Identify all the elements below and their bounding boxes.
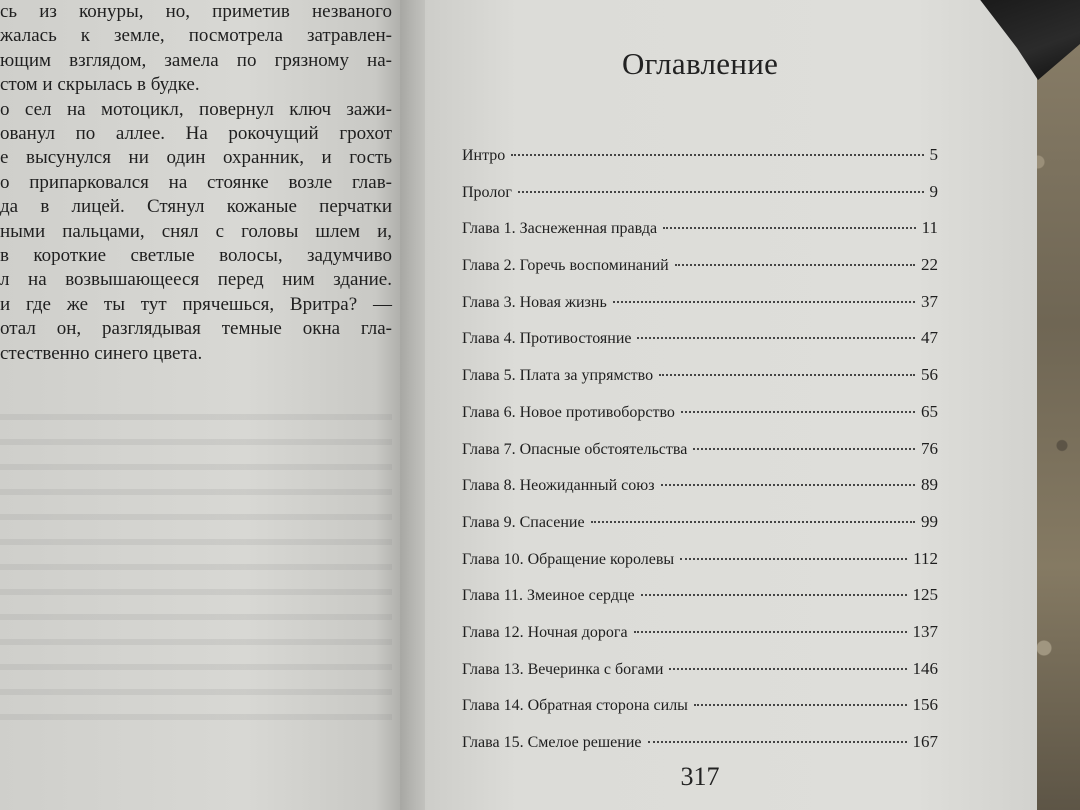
toc-entry-label: Глава 7. Опасные обстоятельства <box>462 440 688 458</box>
toc-entry <box>462 328 938 365</box>
dot-leader <box>648 741 907 743</box>
toc-entry <box>462 182 938 219</box>
dot-leader <box>637 337 915 339</box>
toc-entry-label: Глава 4. Противостояние <box>462 330 632 348</box>
dot-leader <box>634 631 907 633</box>
toc-entry <box>462 145 938 182</box>
toc-entry <box>462 585 938 622</box>
left-text-line: да в лицей. Стянул кожаные перчатки <box>0 196 392 218</box>
dot-leader <box>661 484 915 486</box>
toc-entry <box>462 218 938 255</box>
toc-entry-page: 9 <box>929 181 938 201</box>
dot-leader <box>518 191 924 193</box>
toc-entry <box>462 402 938 439</box>
left-text-line: отал он, разглядывая темные окна гла- <box>0 318 392 340</box>
left-page <box>0 0 408 810</box>
left-text-line: стом и скрылась в будке. <box>0 74 200 96</box>
left-text-line: и где же ты тут прячешься, Вритра? — <box>0 293 392 315</box>
toc-entry-page: 5 <box>929 145 938 164</box>
toc-entry-label: Глава 2. Горечь воспоминаний <box>462 257 669 275</box>
dot-leader <box>680 558 907 560</box>
toc-entry <box>462 512 938 549</box>
toc-entry-page: 11 <box>921 218 938 238</box>
left-text-line: в короткие светлые волосы, задумчиво <box>0 245 392 267</box>
toc-entry <box>462 292 938 329</box>
toc-entry-page: 89 <box>921 475 938 495</box>
left-text-line: ющим взглядом, замела по грязному на- <box>0 49 392 71</box>
toc-entry-label: Глава 10. Обращение королевы <box>462 550 675 568</box>
toc-entry-label: Глава 8. Неожиданный союз <box>462 477 655 495</box>
toc-entry-label: Глава 6. Новое противоборство <box>462 403 675 421</box>
dot-leader <box>681 411 915 413</box>
toc-entry-page: 137 <box>912 621 938 641</box>
dot-leader <box>694 704 907 706</box>
toc-entry-page: 156 <box>912 695 938 715</box>
toc-entry-label: Глава 5. Плата за упрямство <box>462 367 654 385</box>
toc-entry-label: Глава 15. Смелое решение <box>462 734 642 751</box>
page-number: 317 <box>680 762 720 791</box>
toc-entry-page: 37 <box>921 291 938 311</box>
toc-entry <box>462 695 938 732</box>
toc-title: Оглавление <box>622 46 779 81</box>
toc-entry <box>462 255 938 292</box>
toc-entry <box>462 622 938 659</box>
left-text-line: жалась к земле, посмотрела затравлен- <box>0 25 392 47</box>
dot-leader <box>675 264 915 266</box>
dot-leader <box>669 668 906 670</box>
left-text-line: л на возвышающееся перед ним здание. <box>0 269 392 291</box>
toc-entry-page: 56 <box>921 365 938 385</box>
left-text-line: о припарковался на стоянке возле глав- <box>0 171 392 193</box>
left-text-line: сь из конуры, но, приметив незваного <box>0 1 392 22</box>
left-text-line: ными пальцами, снял с головы шлем и, <box>0 220 392 242</box>
toc-entry-page: 112 <box>913 548 938 568</box>
toc-entry-label: Интро <box>462 147 506 164</box>
toc-entry <box>462 439 938 476</box>
left-page-text <box>0 0 392 366</box>
toc-entry-label: Глава 1. Заснеженная правда <box>462 220 658 238</box>
toc-entry-page: 99 <box>921 511 938 531</box>
toc-entry-label: Глава 11. Змеиное сердце <box>462 587 635 605</box>
dot-leader <box>641 594 907 596</box>
toc-entry <box>462 365 938 402</box>
bleed-through-text <box>0 400 392 730</box>
toc-entry <box>462 475 938 512</box>
toc-entry-page: 146 <box>912 658 938 678</box>
toc-entry-page: 22 <box>921 255 938 275</box>
toc-entry-page: 76 <box>921 438 938 458</box>
toc-entry-page: 167 <box>912 732 938 751</box>
dot-leader <box>591 521 915 523</box>
dot-leader <box>693 448 915 450</box>
dot-leader <box>613 301 915 303</box>
left-text-line: о сел на мотоцикл, повернул ключ зажи- <box>0 98 392 120</box>
toc-entry-label: Глава 3. Новая жизнь <box>462 293 607 311</box>
toc-entry-label: Глава 9. Спасение <box>462 513 585 531</box>
toc-entry-label: Пролог <box>462 183 512 201</box>
toc-entry <box>462 659 938 696</box>
toc-entry-page: 125 <box>912 585 938 605</box>
toc-entry-label: Глава 14. Обратная сторона силы <box>462 697 688 715</box>
dot-leader <box>511 154 923 156</box>
left-text-line: е высунулся ни один охранник, и гость <box>0 147 392 169</box>
toc-entry-label: Глава 12. Ночная дорога <box>462 623 628 641</box>
toc-entry-label: Глава 13. Вечеринка с богами <box>462 660 664 678</box>
left-text-line: ованул по аллее. На рокочущий грохот <box>0 123 392 145</box>
dot-leader <box>663 227 916 229</box>
toc-list <box>462 145 938 769</box>
toc-entry-page: 65 <box>921 401 938 421</box>
dot-leader <box>659 374 915 376</box>
toc-entry-page: 47 <box>921 328 938 348</box>
toc-entry <box>462 549 938 586</box>
left-text-line: стественно синего цвета. <box>0 342 203 364</box>
